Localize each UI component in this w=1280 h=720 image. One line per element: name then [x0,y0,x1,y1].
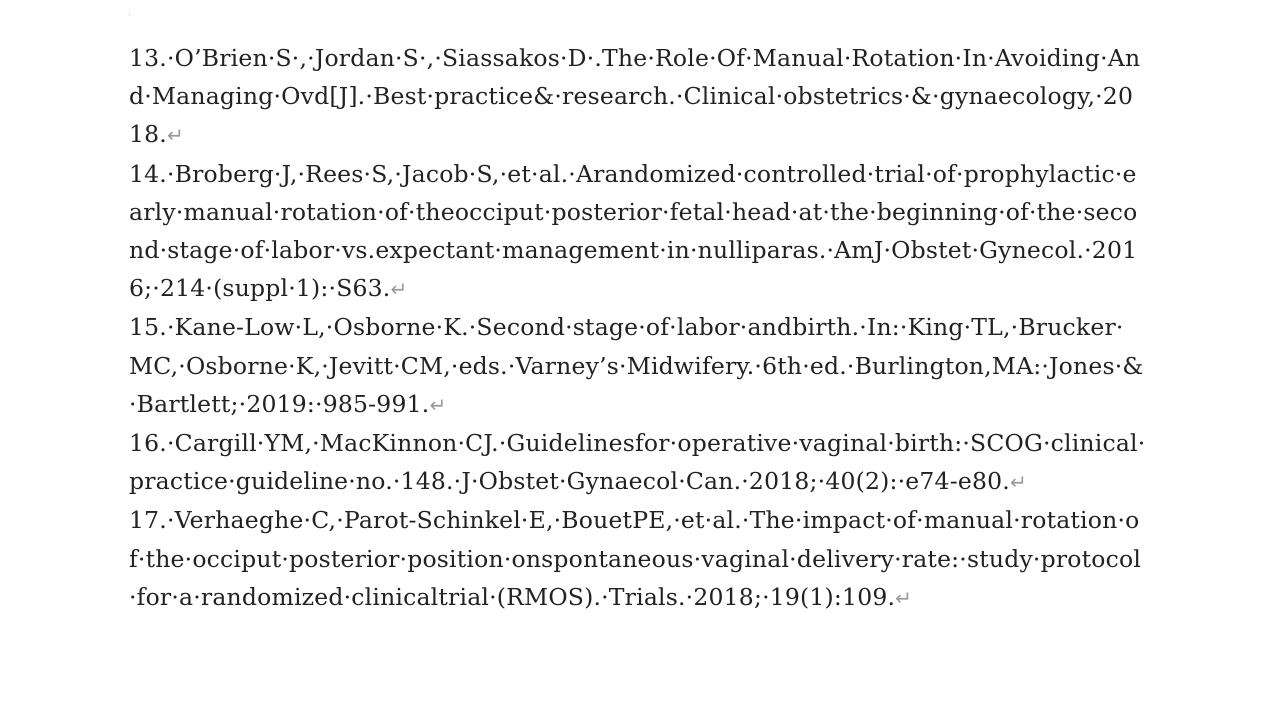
reference-17-text: 17.·Verhaeghe·C,·Parot-Schinkel·E,·BouetPE,·et·al.·The·impact·of·manual·rotation·of·the·occiput·posterior·position·onspontaneous·vaginal·delivery·rate:·study·protocol·for·a·randomized·clinicaltrial·(RMOS).·Trials.·2018;·19(1):109. [129,506,1142,611]
reference-14[interactable] [129,155,1147,309]
paragraph-mark-icon: ↵ [166,123,184,148]
reference-13-text: 13.·O’Brien·S·,·Jordan·S·,·Siassakos·D·.The·Role·Of·Manual·Rotation·In·Avoiding·And·Managing·Ovd[J].·Best·practice&·research.·Clinical·obstetrics·&·gynaecology,·2018. [129,44,1141,149]
reference-15-text: 15.·Kane-Low·L,·Osborne·K.·Second·stage·of·labor·andbirth.·In:·King·TL,·Brucker·MC,·Osborne·K,·Jevitt·CM,·eds.·Varney’s·Midwifery.·6th·ed.·Burlington,MA:·Jones·&·Bartlett;·2019:·985-991. [129,313,1144,418]
reference-list [129,39,1147,617]
paragraph-mark-icon: ↵ [1009,470,1027,495]
paragraph-mark-icon: ↵ [429,392,447,417]
reference-13[interactable] [129,39,1147,155]
page-corner-mark: · [128,10,132,21]
reference-16[interactable] [129,424,1147,501]
reference-17[interactable] [129,501,1147,617]
paragraph-mark-icon: ↵ [895,585,913,610]
reference-15[interactable] [129,308,1147,424]
reference-14-text: 14.·Broberg·J,·Rees·S,·Jacob·S,·et·al.·Arandomized·controlled·trial·of·prophylactic·early·manual·rotation·of·theocciput·posterior·fetal·head·at·the·beginning·of·the·second·stage·of·labor·vs.expectant·management·in·nulliparas.·AmJ·Obstet·Gynecol.·2016;·214·(suppl·1):·S63. [129,159,1138,303]
paragraph-mark-icon: ↵ [390,277,408,302]
reference-16-text: 16.·Cargill·YM,·MacKinnon·CJ.·Guidelinesfor·operative·vaginal·birth:·SCOG·clinical·practice·guideline·no.·148.·J·Obstet·Gynaecol·Can.·2018;·40(2):·e74-e80. [129,429,1146,496]
